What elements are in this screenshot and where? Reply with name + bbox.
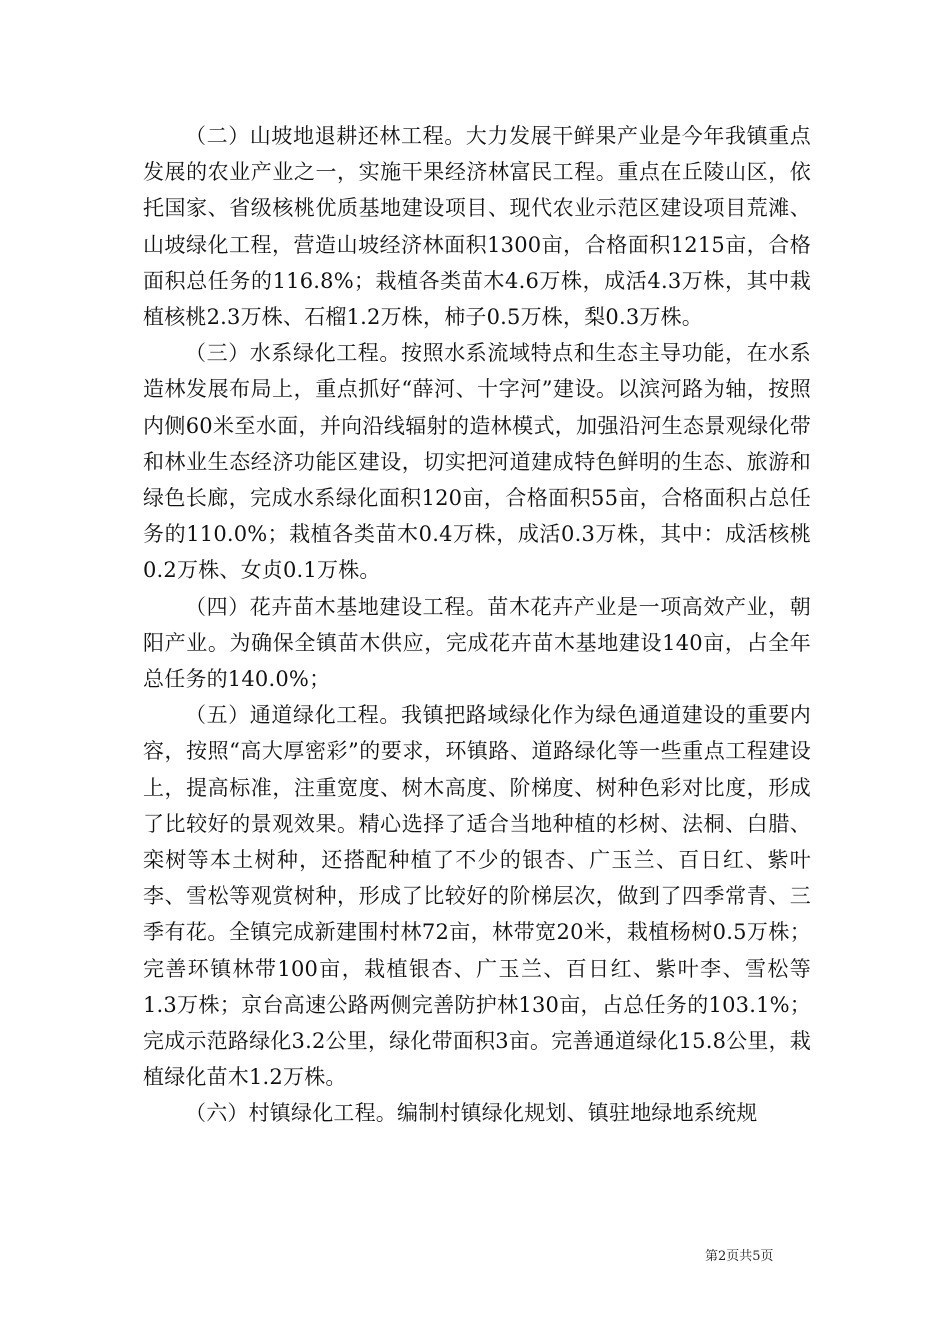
paragraph-corridor-greening: （五）通道绿化工程。我镇把路域绿化作为绿色通道建设的重要内容，按照“高大厚密彩”的要求，环镇路、道路绿化等一些重点工程建设上，提高标准，注重宽度、树木高度、阶梯度、树种色彩对比度，形成了比较好的景观效果。精心选择了适合当地种植的杉树、法桐、白腊、栾树等本土树种，还搭配种植了不少的银杏、广玉兰、百日红、紫叶李、雪松等观赏树种，形成了比较好的阶梯层次，做到了四季常青、三季有花。全镇完成新建围村林72亩，林带宽20米，栽植杨树0.5万株；完善环镇林带100亩，栽植银杏、广玉兰、百日红、紫叶李、雪松等1.3万株；京台高速公路两侧完善防护林130亩，占总任务的103.1%；完成示范路绿化3.2公里，绿化带面积3亩。完善通道绿化15.8公里，栽植绿化苗木1.2万株。 [143,703,811,1090]
page-number: 第2页共5页 [705,1249,774,1264]
paragraph-flower-nursery-base: （四）花卉苗木基地建设工程。苗木花卉产业是一项高效产业，朝阳产业。为确保全镇苗木供应，完成花卉苗木基地建设140亩，占全年总任务的140.0%； [143,594,811,692]
paragraph-village-greening: （六）村镇绿化工程。编制村镇绿化规划、镇驻地绿地系统规 [185,1101,758,1126]
paragraph-mountain-reforestation: （二）山坡地退耕还林工程。大力发展干鲜果产业是今年我镇重点发展的农业产业之一，实施干果经济林富民工程。重点在丘陵山区，依托国家、省级核桃优质基地建设项目、现代农业示范区建设项目荒滩、山坡绿化工程，营造山坡经济林面积1300亩，合格面积1215亩，合格面积总任务的116.8%；栽植各类苗木4.6万株，成活4.3万株，其中栽植核桃2.3万株、石榴1.2万株，柿子0.5万株，梨0.3万株。 [143,124,811,330]
document-body [143,118,811,1132]
paragraph-water-system-greening: （三）水系绿化工程。按照水系流域特点和生态主导功能，在水系造林发展布局上，重点抓好“薛河、十字河”建设。以滨河路为轴，按照内侧60米至水面，并向沿线辐射的造林模式，加强沿河生态景观绿化带和林业生态经济功能区建设，切实把河道建成特色鲜明的生态、旅游和绿色长廊，完成水系绿化面积120亩，合格面积55亩，合格面积占总任务的110.0%；栽植各类苗木0.4万株，成活0.3万株，其中：成活核桃0.2万株、女贞0.1万株。 [143,341,811,583]
